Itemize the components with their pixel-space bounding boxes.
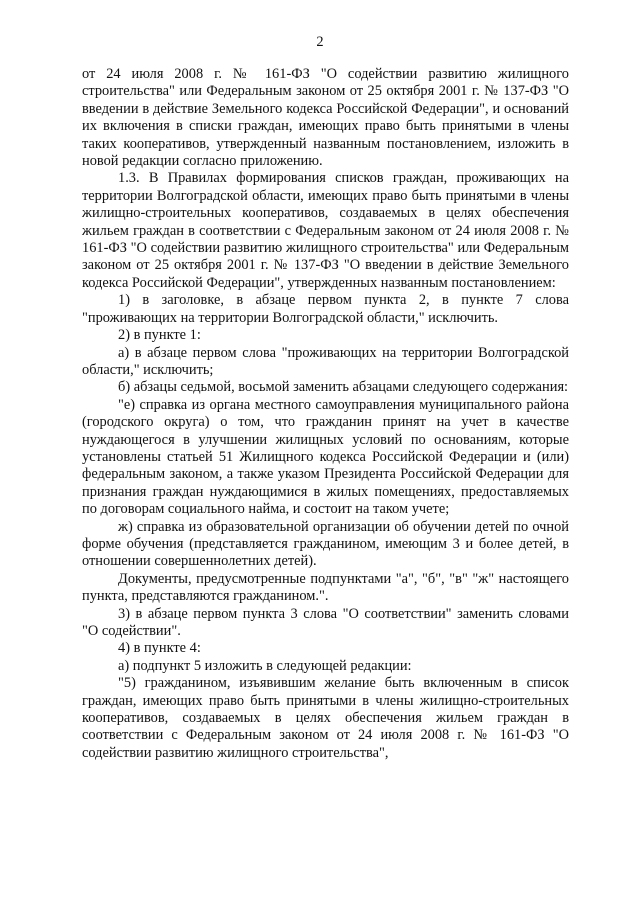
paragraph-continuation: от 24 июля 2008 г. № 161-ФЗ "О содействии развитию жилищного строительства" или Федеральным законом от 25 октября 2001 г. № 137-ФЗ "О введении в действие Земельного кодекса Российской Федерации", и оснований их включения в списки граждан, имеющих право быть принятыми в члены таких кооперативов, утвержденный названным постановлением, изложить в новой редакции согласно приложению. (82, 66, 569, 170)
paragraph-item-3: 3) в абзаце первом пункта 3 слова "О соответствии" заменить словами "О содействии". (82, 605, 569, 639)
paragraph-documents: Документы, предусмотренные подпунктами "а", "б", "в" "ж" настоящего пункта, представляются гражданином.". (82, 570, 569, 605)
paragraph-subitem-5: "5) гражданином, изъявившим желание быть включенным в список граждан, имеющих право быть принятыми в члены жилищно-строительных кооперативов, создаваемых в целях обеспечения жильем граждан в соответствии с Федеральным законом от 24 июля 2008 г. № 161-ФЗ "О содействии развитию жилищного строительства", (82, 675, 569, 761)
paragraph-item-4a: а) подпункт 5 изложить в следующей редакции: (118, 657, 412, 674)
document-body (82, 66, 569, 762)
paragraph-item-2: 2) в пункте 1: (118, 327, 201, 344)
paragraph-item-4: 4) в пункте 4: (118, 640, 201, 657)
paragraph-item-2a: а) в абзаце первом слова "проживающих на территории Волгоградской области," исключить; (82, 344, 569, 378)
paragraph-subitem-e: "е) справка из органа местного самоуправления муниципального района (городского округа) о том, что гражданин принят на учет в качестве нуждающегося в улучшении жилищных условий по основаниям, которые установлены статьей 51 Жилищного кодекса Российской Федерации и (или) федеральным законом, а также указом Президента Российской Федерации для признания граждан нуждающимися в жилых помещениях, предоставляемых по договорам социального найма, и состоит на таком учете; (82, 396, 569, 518)
paragraph-item-1: 1) в заголовке, в абзаце первом пункта 2, в пункте 7 слова "проживающих на территории Волгоградской области," исключить. (82, 292, 569, 326)
paragraph-1-3: 1.3. В Правилах формирования списков граждан, проживающих на территории Волгоградской области, имеющих право быть принятыми в члены жилищно-строительных кооперативов, создаваемых в целях обеспечения жильем граждан в соответствии с Федеральным законом от 24 июля 2008 г. № 161-ФЗ "О содействии развитию жилищного строительства" или Федеральным законом от 25 октября 2001 г. № 137-ФЗ "О введении в действие Земельного кодекса Российской Федерации", утвержденных названным постановлением: (82, 170, 569, 291)
page-number: 2 (316, 34, 324, 50)
paragraph-item-2b: б) абзацы седьмой, восьмой заменить абзацами следующего содержания: (118, 379, 569, 396)
paragraph-subitem-zh: ж) справка из образовательной организации об обучении детей по очной форме обучения (представляется гражданином, имеющим 3 и более детей, в отношении совершеннолетних детей). (82, 518, 569, 570)
